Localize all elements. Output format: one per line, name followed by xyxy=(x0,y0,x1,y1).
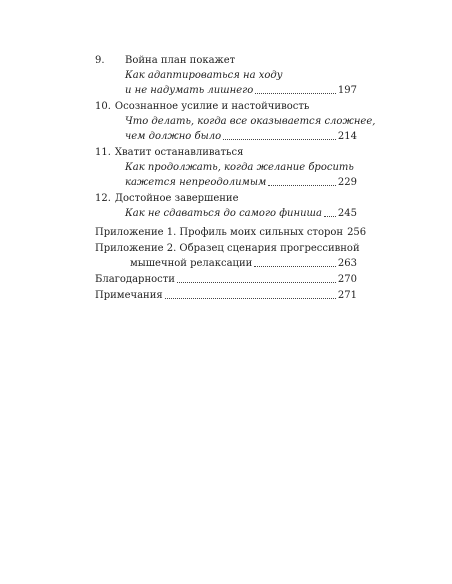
chapter-number: 12. xyxy=(95,193,111,204)
appendix-title: Приложение 2. Образец сценария прогрессивной xyxy=(95,243,360,254)
page-number: 263 xyxy=(337,258,357,269)
toc-chapter-10-subtitle-line-1 xyxy=(95,116,376,128)
page-number: 270 xyxy=(337,274,357,285)
page-number: 214 xyxy=(337,131,357,142)
chapter-subtitle: Как не сдаваться до самого финиша xyxy=(125,208,322,219)
appendix-title-continued: мышечной релаксации xyxy=(130,258,253,269)
toc-chapter-9-subtitle-line-2 xyxy=(95,85,357,97)
chapter-number: 10. xyxy=(95,101,111,112)
toc-chapter-10-heading xyxy=(95,101,357,113)
chapter-subtitle: Как адаптироваться на ходу xyxy=(125,70,283,81)
leader-dots xyxy=(165,298,336,299)
section-title: Благодарности xyxy=(95,274,175,285)
toc-chapter-12-subtitle-line-1 xyxy=(95,208,357,220)
toc-chapter-11-subtitle-line-1 xyxy=(95,162,357,174)
page-number: 245 xyxy=(337,208,357,219)
page-number: 271 xyxy=(337,290,357,301)
leader-dots xyxy=(177,282,336,283)
chapter-number: 9. xyxy=(95,55,105,66)
page-number: 197 xyxy=(337,85,357,96)
chapter-title: Война план покажет xyxy=(125,55,236,66)
table-of-contents xyxy=(95,55,376,302)
chapter-subtitle: Как продолжать, когда желание бросить xyxy=(125,162,354,173)
toc-acknowledgements xyxy=(95,274,357,286)
chapter-number: 11. xyxy=(95,147,111,158)
toc-chapter-9-heading xyxy=(95,55,357,67)
leader-dots xyxy=(324,216,336,217)
toc-chapter-9-subtitle-line-1 xyxy=(95,70,357,82)
chapter-title: Достойное завершение xyxy=(114,193,239,204)
toc-chapter-11-subtitle-line-2 xyxy=(95,177,357,189)
chapter-subtitle: Что делать, когда все оказывается сложнее, xyxy=(125,116,376,127)
toc-appendix-2-continued xyxy=(95,258,357,270)
page-number: 229 xyxy=(337,177,357,188)
toc-chapter-11-heading xyxy=(95,147,357,159)
chapter-title: Осознанное усилие и настойчивость xyxy=(114,101,310,112)
leader-dots xyxy=(255,93,336,94)
leader-dots xyxy=(268,185,336,186)
chapter-subtitle: и не надумать лишнего xyxy=(125,85,254,96)
toc-notes xyxy=(95,290,357,302)
chapter-subtitle: кажется непреодолимым xyxy=(125,177,267,188)
chapter-title: Хватит останавливаться xyxy=(114,147,244,158)
leader-dots xyxy=(223,139,336,140)
toc-chapter-10-subtitle-line-2 xyxy=(95,131,357,143)
toc-appendix-1 xyxy=(95,227,367,239)
chapter-subtitle: чем должно было xyxy=(125,131,222,142)
leader-dots xyxy=(254,266,336,267)
section-title: Примечания xyxy=(95,290,163,301)
page-number: 256 xyxy=(347,227,367,238)
appendix-title: Приложение 1. Профиль моих сильных сторон xyxy=(95,227,344,238)
toc-appendix-2 xyxy=(95,243,360,255)
toc-chapter-12-heading xyxy=(95,193,357,205)
